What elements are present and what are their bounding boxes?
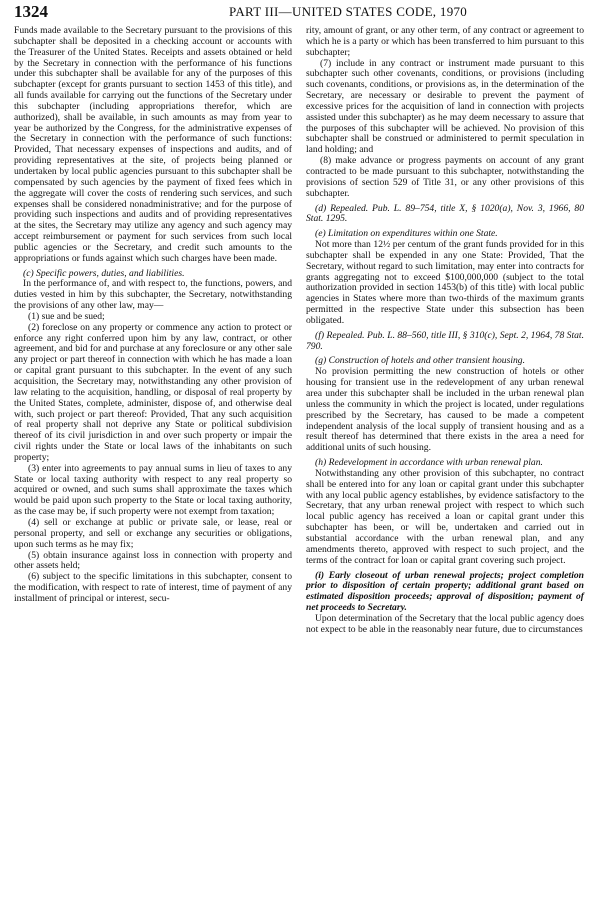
page-header: [14, 2, 584, 22]
section-heading-text: (e) Limitation on expenditures within one State.: [315, 228, 498, 240]
section-heading-text: (h) Redevelopment in accordance with urban renewal plan.: [315, 457, 543, 469]
list-item: (7) include in any contract or instrument made pursuant to this subchapter such other covenants, conditions, or provisions (including such covenants, conditions, or provisions as, in the determination of the Secretary, are necessary or desirable to prevent the payment of excessive prices for the acquisition of land in connection with projects assisted under this subchapter) as he may deem necessary to assure that the purposes of this subchapter will be achieved. No provision of this subchapter shall be construed or administered to permit speculation in land holding; and: [306, 57, 584, 156]
list-item: (6) subject to the specific limitations in this subchapter, consent to the modification, with respect to rate of interest, time of payment of any installment of principal or interest, secu-: [14, 571, 292, 604]
list-item: (1) sue and be sued;: [28, 310, 105, 322]
list-item: (4) sell or exchange at public or private sale, or lease, real or personal property, and sell or exchange any securities or obligations, upon such terms as he may fix;: [14, 516, 292, 550]
page-number: 1324: [14, 2, 48, 21]
section-heading-text: (d) Repealed. Pub. L. 89–754, title X, § 1020(a), Nov. 3, 1966, 80 Stat. 1295.: [306, 202, 584, 225]
paragraph: No provision permitting the new construction of hotels or other housing for transient use in the redevelopment of any urban renewal area under this subchapter shall be included in the urban renewal plan unless the community in which the project is located, under regulations prescribed by the Secretary, has caused to be made a competent independent analysis of the local supply of transient housing and as a result thereof has determined that there exists in the area a need for additional units of such housing.: [306, 366, 584, 454]
section-heading: [306, 571, 584, 614]
running-head: PART III—UNITED STATES CODE, 1970: [229, 4, 468, 19]
list-item: (5) obtain insurance against loss in connection with property and other assets held;: [14, 549, 292, 572]
paragraph: Upon determination of the Secretary that the local public agency does not expect to be able in the reasonably near future, due to circumstances: [306, 612, 584, 635]
list-item: (2) foreclose on any property or commence any action to protect or enforce any right conferred upon him by any law, contract, or other agreement, and bid for and purchase at any foreclosure or any other sale any project or part thereof in connection with which he has made a loan or capital grant pursuant to this subchapter. In the event of any such acquisition, the Secretary may, notwithstanding any other provision of law relating to the acquisition, handling, or disposal of real property by the United States, complete, administer, dispose of, and otherwise deal with, such project or part thereof: Provided, That any such acquisition of real property shall not deprive any State or political subdivision thereof of its civil jurisdiction in and over such property or impair the civil rights under the State or local laws of the inhabitants on such property;: [14, 321, 292, 463]
section-heading: [306, 204, 584, 226]
paragraph: Notwithstanding any other provision of this subchapter, no contract shall be entered into for any loan or capital grant under this subchapter with any local public agency establishes, by evidence satisfactory to the Secretary, that any urban renewal project with respect to which such local public agency has received a loan or capital grant under this subchapter has been, or will be, undertaken and carried out in substantial accordance with the urban renewal plan, and any amendments thereto, approved with respect to such project, and the terms of the contract for loan or capital grant covering such project.: [306, 467, 584, 566]
list-item: (8) make advance or progress payments on account of any grant contracted to be made pursuant to this subchapter, notwithstanding the provisions of section 529 of Title 31, or any other provisions of this subchapter.: [306, 155, 584, 199]
section-heading-text: (g) Construction of hotels and other transient housing.: [315, 355, 525, 367]
section-heading-text: (i) Early closeout of urban renewal projects; project completion prior to disposition of certain property; additional grant based on estimated disposition proceeds; approval of disposition; payment of net proceeds to Secretary.: [306, 569, 584, 614]
paragraph: Funds made available to the Secretary pursuant to the provisions of this subchapter shall be deposited in a checking account or accounts with the Treasurer of the United States. Receipts and assets obtained or held by the Secretary in connection with the performance of his functions under this subchapter shall be available for any of the purposes of this subchapter (except for grants pursuant to section 1453 of this title), and all funds available for carrying out the functions of the Secretary under this subchapter (including appropriations therefor, which are authorized), shall be available, in such amounts as may from year to year be authorized by the Congress, for the administrative expenses of the Secretary in connection with the performance of such functions: Provided, That necessary expenses of inspections and audits, and of providing representatives at the site, of projects being planned or undertaken by local public agencies pursuant to this subchapter shall be compensated by such agencies by the payment of fixed fees which in the aggregate will cover the costs of rendering such services, and such expenses shall be considered nonadministrative; and for the purpose of providing such inspections and audits and of providing representatives at the sites, the Secretary may utilize any agency and such agency may accept reimbursement or payment for such services from such local public agencies or the Secretary, and credit such amounts to the appropriations or funds against which such charges have been made.: [14, 25, 292, 264]
paragraph: Not more than 12½ per centum of the grant funds provided for in this subchapter shall be expended in any one State: Provided, That the Secretary, without regard to such limitation, may enter into contracts for grants aggregating not to exceed $100,000,000 (subject to the total authorization provided in section 1453(b) of this title) with local public agencies in States where more than two-thirds of the maximum grants permitted in the respective State under this subsection has been obligated.: [306, 239, 584, 326]
left-column: [14, 26, 292, 605]
list-item: (3) enter into agreements to pay annual sums in lieu of taxes to any State or local taxing authority with respect to any real property so acquired or owned, and such sums shall approximate the taxes which would be paid upon such property to the State or local taxing authority, as the case may be, if such property were not exempt from taxation;: [14, 462, 292, 518]
right-column: [306, 26, 584, 636]
paragraph: rity, amount of grant, or any other term, of any contract or agreement to which he is a party or which has been transferred to him pursuant to this subchapter;: [306, 25, 584, 58]
section-heading-text: (c) Specific powers, duties, and liabilities.: [23, 267, 185, 279]
paragraph: In the performance of, and with respect to, the functions, powers, and duties vested in him by this subchapter, the Secretary, notwithstanding the provisions of any other law, may—: [14, 278, 292, 312]
section-heading-text: (f) Repealed. Pub. L. 88–560, title III, § 310(c), Sept. 2, 1964, 78 Stat. 790.: [306, 329, 584, 352]
section-heading: [306, 331, 584, 353]
